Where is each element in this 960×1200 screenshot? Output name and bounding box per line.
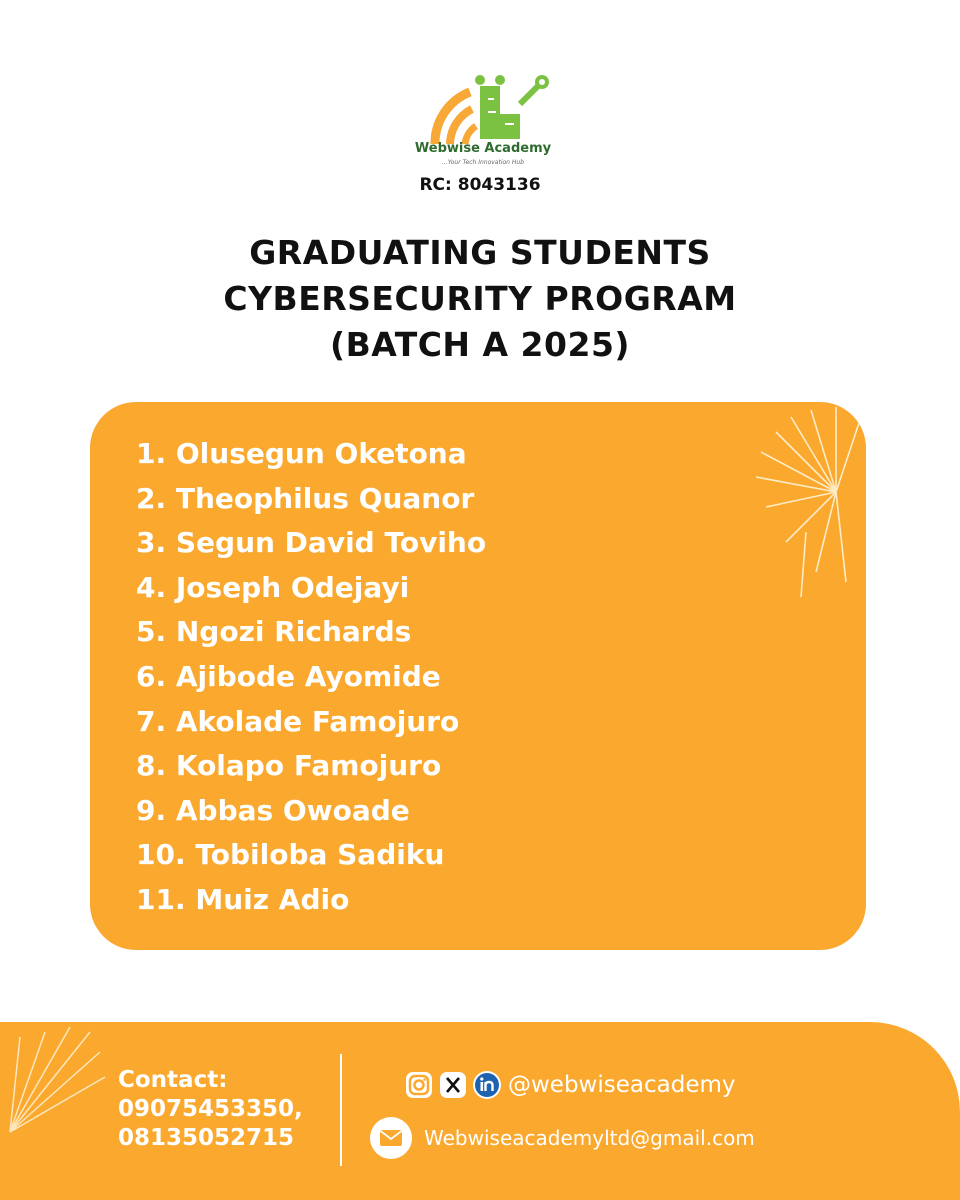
title-line-2: CYBERSECURITY PROGRAM (223, 279, 737, 318)
contact-label: Contact: (118, 1067, 228, 1093)
x-icon[interactable] (438, 1070, 468, 1100)
webwise-academy-logo (410, 64, 560, 174)
title-line-1: GRADUATING STUDENTS (249, 233, 711, 272)
phone-number[interactable]: 08135052715 (118, 1125, 295, 1151)
list-item: 6. Ajibode Ayomide (136, 659, 441, 693)
student-list-card (90, 402, 866, 950)
list-item: 11. Muiz Adio (136, 882, 350, 916)
list-item: 5. Ngozi Richards (136, 615, 412, 649)
list-item: 1. Olusegun Oketona (136, 437, 467, 470)
list-item: 8. Kolapo Famojuro (136, 749, 442, 783)
logo-name: Webwise Academy (414, 141, 552, 156)
footer (0, 1022, 960, 1200)
phone-number[interactable]: 09075453350, (118, 1096, 303, 1122)
registration-number: RC: 8043136 (419, 175, 541, 195)
instagram-icon[interactable] (404, 1070, 434, 1100)
divider (340, 1054, 342, 1166)
list-item: 3. Segun David Toviho (136, 526, 487, 560)
student-list (136, 432, 486, 923)
fireworks-decoration (0, 1022, 120, 1142)
list-item: 10. Tobiloba Sadiku (136, 838, 445, 872)
list-item: 9. Abbas Owoade (136, 793, 410, 827)
list-item: 2. Theophilus Quanor (136, 481, 475, 515)
fireworks-decoration (666, 402, 866, 602)
page-title (0, 230, 960, 368)
contact-block (118, 1066, 303, 1153)
logo-tagline: ...Your Tech Innovation Hub (442, 159, 524, 166)
email-address[interactable]: Webwiseacademyltd@gmail.com (424, 1126, 755, 1150)
list-item: 4. Joseph Odejayi (136, 570, 410, 604)
linkedin-icon[interactable] (472, 1070, 502, 1100)
email-row (370, 1116, 755, 1160)
social-links (404, 1068, 736, 1102)
social-handle[interactable]: @webwiseacademy (508, 1072, 736, 1098)
title-line-3: (BATCH A 2025) (329, 325, 630, 364)
list-item: 7. Akolade Famojuro (136, 704, 460, 738)
mail-icon[interactable] (370, 1117, 412, 1159)
